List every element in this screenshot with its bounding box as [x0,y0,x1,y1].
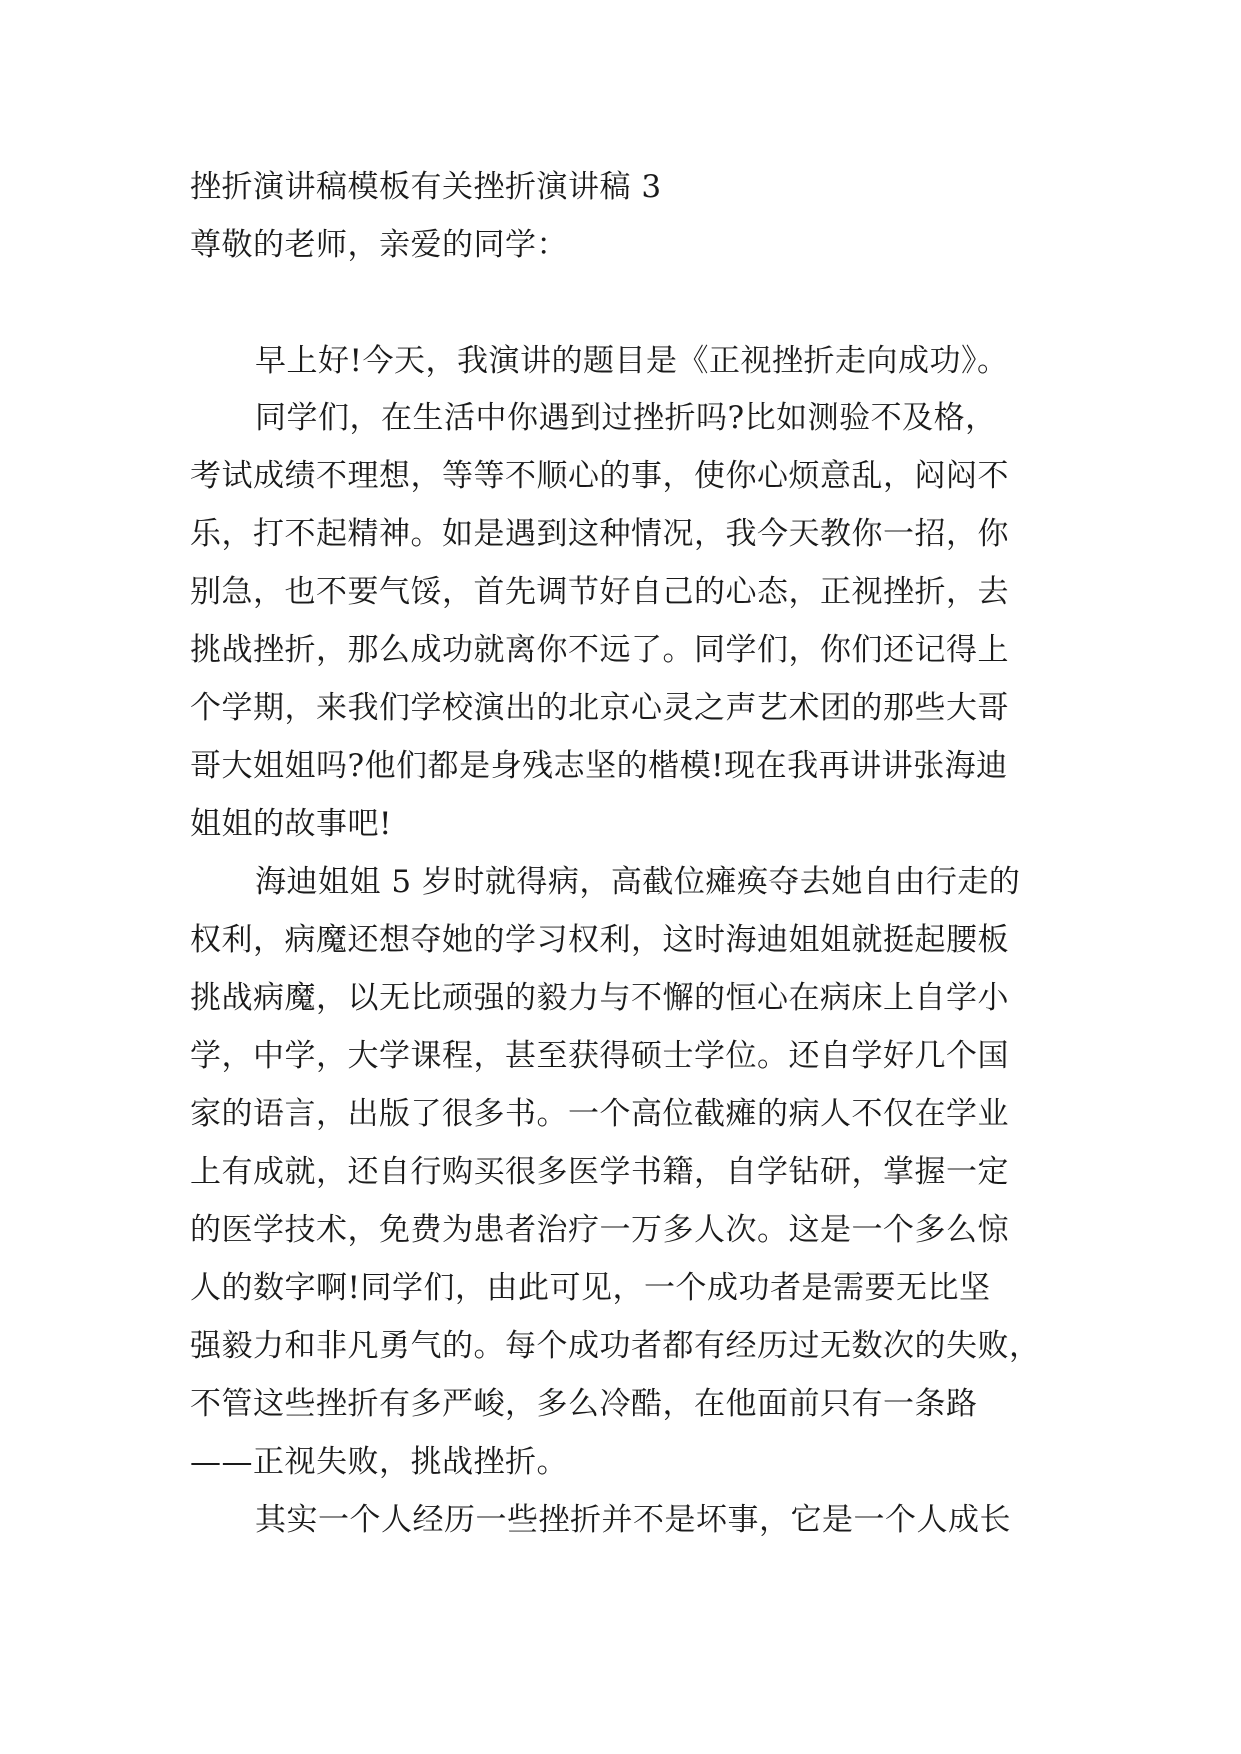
text-line: 同学们，在生活中你遇到过挫折吗?比如测验不及格， [255,400,997,436]
text-line: 早上好!今天，我演讲的题目是《正视挫折走向成功》。 [255,343,1009,379]
text-line: 其实一个人经历一些挫折并不是坏事，它是一个人成长 [255,1502,1011,1538]
text-line: 个学期，来我们学校演出的北京心灵之声艺术团的那些大哥 [190,690,1009,726]
text-line: 海迪姐姐 5 岁时就得病，高截位瘫痪夺去她自由行走的 [255,864,1021,900]
document-title: 挫折演讲稿模板有关挫折演讲稿 3 [190,169,662,205]
text-line: 姐姐的故事吧! [190,806,392,842]
text-line: 不管这些挫折有多严峻，多么冷酷，在他面前只有一条路 [190,1386,978,1422]
text-line: ——正视失败，挑战挫折。 [190,1444,568,1480]
text-line: 上有成就，还自行购买很多医学书籍，自学钻研，掌握一定 [190,1154,1009,1190]
text-line: 挑战挫折，那么成功就离你不远了。同学们，你们还记得上 [190,632,1009,668]
text-line: 强毅力和非凡勇气的。每个成功者都有经历过无数次的失败， [190,1328,1041,1364]
text-line: 乐，打不起精神。如是遇到这种情况，我今天教你一招，你 [190,516,1009,552]
text-line: 挑战病魔，以无比顽强的毅力与不懈的恒心在病床上自学小 [190,980,1009,1016]
text-line: 别急，也不要气馁，首先调节好自己的心态，正视挫折，去 [190,574,1009,610]
text-line: 考试成绩不理想，等等不顺心的事，使你心烦意乱，闷闷不 [190,458,1009,494]
text-line: 家的语言，出版了很多书。一个高位截瘫的病人不仅在学业 [190,1096,1009,1132]
text-line: 哥大姐姐吗?他们都是身残志坚的楷模!现在我再讲讲张海迪 [190,748,1008,784]
text-line: 学，中学，大学课程，甚至获得硕士学位。还自学好几个国 [190,1038,1009,1074]
text-line: 权利，病魔还想夺她的学习权利，这时海迪姐姐就挺起腰板 [190,922,1009,958]
salutation: 尊敬的老师，亲爱的同学： [190,227,568,263]
text-line: 人的数字啊!同学们，由此可见，一个成功者是需要无比坚 [190,1270,991,1306]
text-line: 的医学技术，免费为患者治疗一万多人次。这是一个多么惊 [190,1212,1009,1248]
